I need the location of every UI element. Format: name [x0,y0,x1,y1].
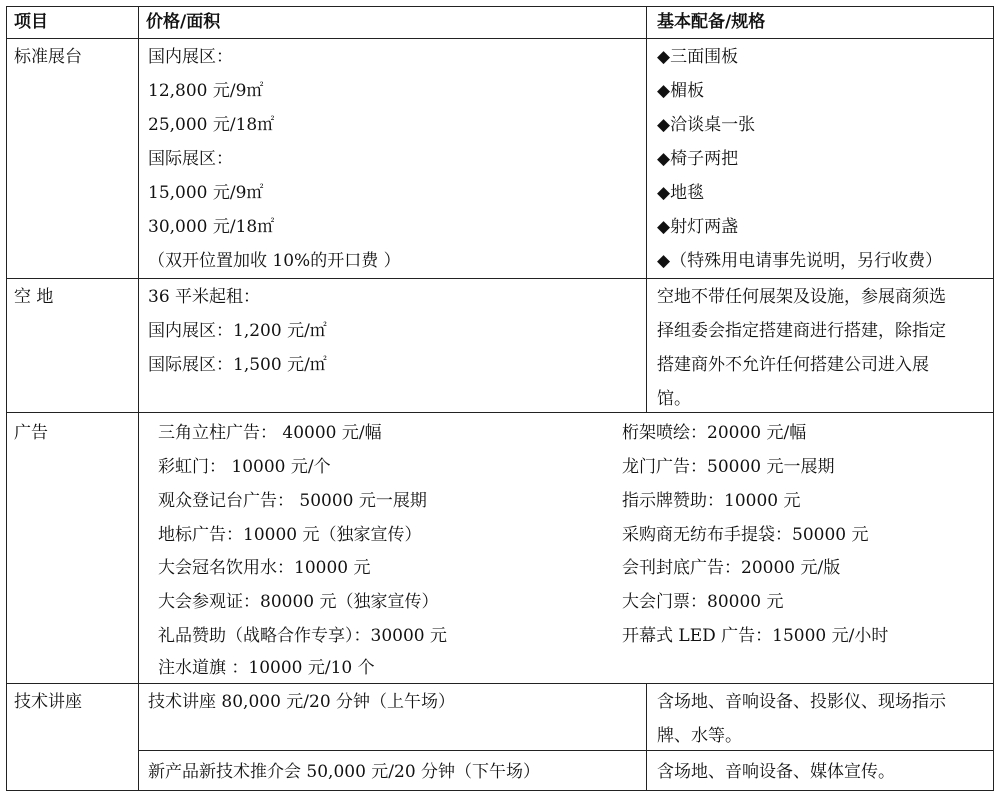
row-divider-standard [6,278,994,279]
header-item: 项目 [14,12,48,32]
standard-config-item: ◆三面围板 [657,47,739,67]
table-border-right [993,6,994,791]
space-config-line: 搭建商外不允许任何搭建公司进入展 [657,355,929,375]
row-label-seminar: 技术讲座 [14,692,82,712]
seminar-morning-config: 牌、水等。 [657,726,742,746]
ad-item-left: 大会冠名饮用水：10000 元 [158,558,371,578]
ad-item-left: 彩虹门： 10000 元/个 [158,457,331,477]
standard-price-line: 25,000 元/18㎡ [148,115,275,135]
standard-price-line: 30,000 元/18㎡ [148,217,275,237]
standard-config-item: ◆椅子两把 [657,149,739,169]
ad-item-left: 礼品赞助（战略合作专享）：30000 元 [158,626,447,646]
ad-item-left: 大会参观证：80000 元（独家宣传） [158,592,439,612]
row-label-ads: 广告 [14,423,48,443]
column-divider-2-bottom [646,683,647,791]
row-divider-seminar [138,750,994,751]
header-config: 基本配备/规格 [657,12,766,32]
table-border-bottom [6,790,994,791]
ad-item-left: 注水道旗 ：10000 元/10 个 [158,658,375,678]
seminar-morning-config: 含场地、音响设备、投影仪、现场指示 [657,692,946,712]
ad-item-left: 三角立柱广告： 40000 元/幅 [158,423,382,443]
column-divider-1 [138,6,139,791]
header-divider [6,38,994,39]
row-divider-space [6,412,994,413]
space-price-line: 国内展区：1,200 元/㎡ [148,321,327,341]
ad-item-right: 开幕式 LED 广告：15000 元/小时 [622,626,889,646]
seminar-afternoon-price: 新产品新技术推介会 50,000 元/20 分钟（下午场） [148,762,541,782]
ad-item-right: 桁架喷绘：20000 元/幅 [622,423,807,443]
ad-item-left: 观众登记台广告： 50000 元一展期 [158,491,427,511]
seminar-morning-price: 技术讲座 80,000 元/20 分钟（上午场） [148,692,456,712]
ad-item-right: 大会门票：80000 元 [622,592,784,612]
header-price: 价格/面积 [146,12,221,32]
ad-item-right: 会刊封底广告：20000 元/版 [622,558,841,578]
standard-config-item: ◆洽谈桌一张 [657,115,756,135]
standard-price-line: 国际展区： [148,149,233,169]
seminar-afternoon-config: 含场地、音响设备、媒体宣传。 [657,762,895,782]
space-price-line: 36 平米起租： [148,287,261,307]
space-config-line: 空地不带任何展架及设施，参展商须选 [657,287,946,307]
standard-config-item: ◆楣板 [657,81,705,101]
row-label-standard: 标准展台 [14,47,82,67]
standard-config-item: ◆（特殊用电请事先说明，另行收费） [657,251,943,271]
table-border-left [6,6,7,791]
row-divider-ads [6,683,994,684]
standard-price-line: 国内展区： [148,47,233,67]
space-price-line: 国际展区：1,500 元/㎡ [148,355,327,375]
standard-price-line: （双开位置加收 10%的开口费 ） [148,251,401,271]
standard-config-item: ◆射灯两盏 [657,217,739,237]
ad-item-right: 指示牌赞助：10000 元 [622,491,801,511]
standard-price-line: 15,000 元/9㎡ [148,183,264,203]
space-config-line: 择组委会指定搭建商进行搭建，除指定 [657,321,946,341]
table-border-top [6,6,994,7]
space-config-line: 馆。 [657,389,691,409]
ad-item-right: 龙门广告：50000 元一展期 [622,457,835,477]
standard-config-item: ◆地毯 [657,183,705,203]
column-divider-2-top [646,6,647,412]
row-label-space: 空 地 [14,287,54,307]
ad-item-right: 采购商无纺布手提袋：50000 元 [622,525,869,545]
standard-price-line: 12,800 元/9㎡ [148,81,264,101]
ad-item-left: 地标广告：10000 元（独家宣传） [158,525,422,545]
